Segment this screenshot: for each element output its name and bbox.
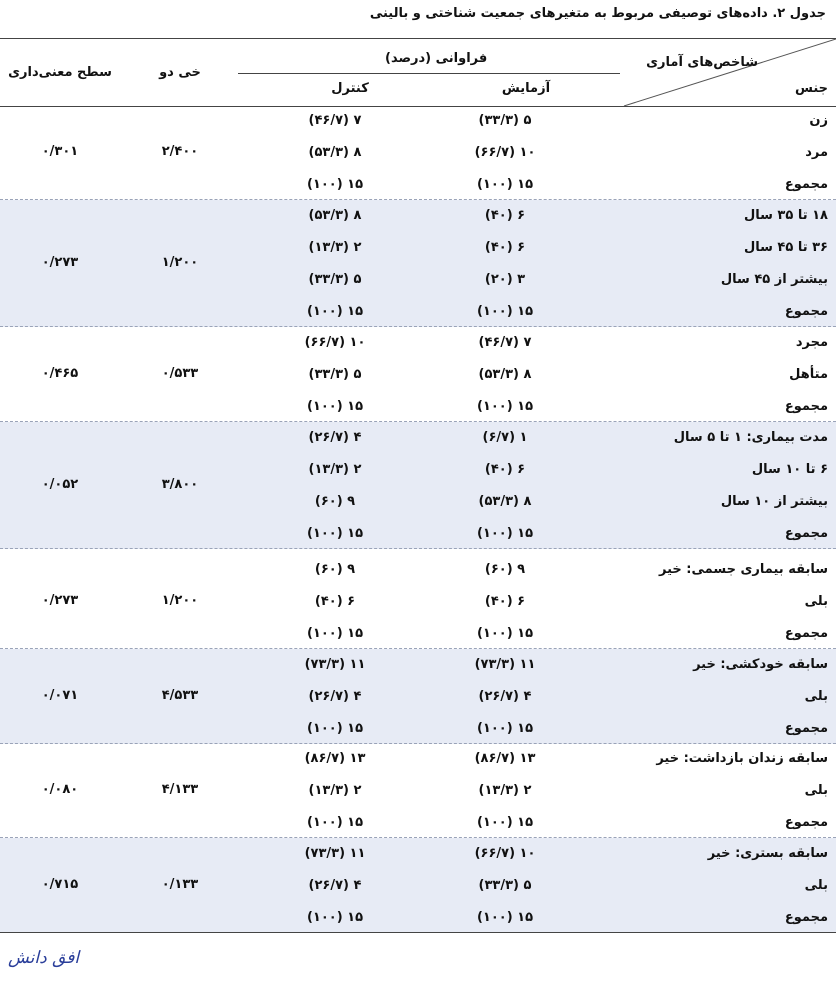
- experimental-value: ۱۵ (۱۰۰): [476, 526, 534, 541]
- table-row: [0, 518, 836, 550]
- row-label: مجموع: [784, 815, 828, 830]
- control-value: ۴ (۲۶/۷): [308, 430, 362, 445]
- experimental-value: ۳ (۲۰): [484, 272, 526, 287]
- control-value: ۱۵ (۱۰۰): [306, 626, 364, 641]
- experimental-value: ۸ (۵۳/۳): [478, 494, 532, 509]
- control-value: ۴ (۲۶/۷): [308, 689, 362, 704]
- control-value: ۹ (۶۰): [314, 494, 356, 509]
- row-label: بلی: [804, 783, 828, 798]
- significance-value: ۰/۰۷۱: [41, 688, 79, 703]
- experimental-value: ۸ (۵۳/۳): [478, 367, 532, 382]
- table-row: [0, 296, 836, 328]
- experimental-value: ۷ (۴۶/۷): [478, 335, 532, 350]
- table-group: [0, 838, 836, 933]
- row-label: مجموع: [784, 626, 828, 641]
- table-group: [0, 422, 836, 549]
- significance-header: سطح معنی‌داری: [8, 65, 112, 80]
- experimental-value: ۴ (۲۶/۷): [478, 689, 532, 704]
- control-value: ۱۵ (۱۰۰): [306, 721, 364, 736]
- experimental-value: ۱۰ (۶۶/۷): [474, 145, 536, 160]
- significance-value: ۰/۲۷۳: [41, 593, 79, 608]
- significance-value: ۰/۰۸۰: [41, 782, 79, 797]
- row-label: بیشتر از ۱۰ سال: [720, 494, 828, 509]
- control-value: ۱۱ (۷۳/۳): [304, 657, 366, 672]
- experimental-value: ۱۵ (۱۰۰): [476, 721, 534, 736]
- table-group: [0, 743, 836, 838]
- chi-square-value: ۱/۲۰۰: [161, 593, 199, 608]
- experimental-value: ۶ (۴۰): [484, 208, 526, 223]
- table-row: [0, 200, 836, 232]
- row-label: ۶ تا ۱۰ سال: [751, 462, 828, 477]
- table-row: [0, 105, 836, 137]
- control-value: ۱۰ (۶۶/۷): [304, 335, 366, 350]
- control-value: ۱۵ (۱۰۰): [306, 177, 364, 192]
- significance-value: ۰/۲۷۳: [41, 255, 79, 270]
- control-value: ۲ (۱۳/۳): [308, 462, 362, 477]
- row-label: مجموع: [784, 526, 828, 541]
- control-value: ۱۵ (۱۰۰): [306, 526, 364, 541]
- row-label: بلی: [804, 878, 828, 893]
- table-row: [0, 807, 836, 839]
- significance-value: ۰/۰۵۲: [41, 477, 79, 492]
- journal-watermark: افق دانش: [8, 948, 80, 968]
- control-value: ۴ (۲۶/۷): [308, 878, 362, 893]
- experimental-value: ۱۰ (۶۶/۷): [474, 846, 536, 861]
- row-label: بیشتر از ۴۵ سال: [720, 272, 828, 287]
- experimental-value: ۱۵ (۱۰۰): [476, 815, 534, 830]
- experimental-header: آزمایش: [501, 81, 551, 96]
- experimental-value: ۱۵ (۱۰۰): [476, 399, 534, 414]
- table-header: [0, 38, 836, 107]
- row-label: متأهل: [789, 367, 828, 382]
- experimental-value: ۱۵ (۱۰۰): [476, 910, 534, 925]
- row-label: مجموع: [784, 910, 828, 925]
- stat-index-header: شاخص‌های آماری: [646, 55, 758, 70]
- row-label: زن: [809, 113, 828, 128]
- chi-square-header: خی دو: [159, 65, 201, 80]
- table-row: [0, 422, 836, 454]
- control-value: ۲ (۱۳/۳): [308, 783, 362, 798]
- control-value: ۱۵ (۱۰۰): [306, 399, 364, 414]
- table-row: [0, 902, 836, 934]
- experimental-value: ۶ (۴۰): [484, 462, 526, 477]
- experimental-value: ۲ (۱۳/۳): [478, 783, 532, 798]
- experimental-value: ۹ (۶۰): [484, 562, 526, 577]
- table-row: [0, 554, 836, 586]
- table-row: [0, 838, 836, 870]
- row-label: سابقه خودکشی: خیر: [693, 657, 828, 672]
- control-value: ۱۵ (۱۰۰): [306, 304, 364, 319]
- row-label: مرد: [805, 145, 828, 160]
- chi-square-value: ۱/۲۰۰: [161, 255, 199, 270]
- table-group: [0, 554, 836, 649]
- table-row: [0, 391, 836, 423]
- table-group: [0, 105, 836, 200]
- chi-square-value: ۴/۵۳۳: [161, 688, 199, 703]
- control-value: ۱۵ (۱۰۰): [306, 815, 364, 830]
- control-value: ۹ (۶۰): [314, 562, 356, 577]
- experimental-value: ۶ (۴۰): [484, 240, 526, 255]
- experimental-value: ۵ (۳۳/۳): [478, 878, 532, 893]
- frequency-underline: [238, 73, 620, 74]
- table-row: [0, 327, 836, 359]
- table-group: [0, 649, 836, 744]
- row-label: ۳۶ تا ۴۵ سال: [743, 240, 828, 255]
- row-label: سابقه بیماری جسمی: خیر: [659, 562, 828, 577]
- experimental-value: ۱۵ (۱۰۰): [476, 177, 534, 192]
- row-label: مجموع: [784, 304, 828, 319]
- table-row: [0, 618, 836, 650]
- chi-square-value: ۰/۵۳۳: [161, 366, 199, 381]
- frequency-header: فراوانی (درصد): [385, 51, 488, 66]
- row-label: مجموع: [784, 721, 828, 736]
- table-caption: جدول ۲. داده‌های توصیفی مربوط به متغیرهای جمعیت شناختی و بالینی: [369, 6, 826, 21]
- chi-square-value: ۰/۱۳۳: [161, 877, 199, 892]
- control-header: کنترل: [331, 81, 369, 96]
- table-row: [0, 169, 836, 201]
- control-value: ۶ (۴۰): [314, 594, 356, 609]
- chi-square-value: ۴/۱۳۳: [161, 782, 199, 797]
- significance-value: ۰/۴۶۵: [41, 366, 79, 381]
- control-value: ۱۱ (۷۳/۳): [304, 846, 366, 861]
- control-value: ۸ (۵۳/۳): [308, 145, 362, 160]
- row-label: سابقه بستری: خیر: [707, 846, 828, 861]
- experimental-value: ۱۳ (۸۶/۷): [474, 751, 536, 766]
- table-group: [0, 327, 836, 422]
- control-value: ۵ (۳۳/۳): [308, 367, 362, 382]
- chi-square-value: ۳/۸۰۰: [161, 477, 199, 492]
- experimental-value: ۶ (۴۰): [484, 594, 526, 609]
- significance-value: ۰/۳۰۱: [41, 144, 79, 159]
- control-value: ۵ (۳۳/۳): [308, 272, 362, 287]
- experimental-value: ۱۵ (۱۰۰): [476, 304, 534, 319]
- chi-square-value: ۲/۴۰۰: [161, 144, 199, 159]
- row-label: مجموع: [784, 399, 828, 414]
- table-row: [0, 713, 836, 745]
- experimental-value: ۱۱ (۷۳/۳): [474, 657, 536, 672]
- experimental-value: ۱ (۶/۷): [482, 430, 528, 445]
- row-label: مجرد: [795, 335, 828, 350]
- control-value: ۱۵ (۱۰۰): [306, 910, 364, 925]
- row-label: سابقه زندان بازداشت: خیر: [656, 751, 828, 766]
- control-value: ۷ (۴۶/۷): [308, 113, 362, 128]
- experimental-value: ۱۵ (۱۰۰): [476, 626, 534, 641]
- control-value: ۲ (۱۳/۳): [308, 240, 362, 255]
- gender-header: جنس: [794, 81, 828, 96]
- control-value: ۸ (۵۳/۳): [308, 208, 362, 223]
- row-label: بلی: [804, 594, 828, 609]
- experimental-value: ۵ (۳۳/۳): [478, 113, 532, 128]
- table-row: [0, 649, 836, 681]
- control-value: ۱۳ (۸۶/۷): [304, 751, 366, 766]
- row-label: مجموع: [784, 177, 828, 192]
- significance-value: ۰/۷۱۵: [41, 877, 79, 892]
- row-label: بلی: [804, 689, 828, 704]
- table-row: [0, 743, 836, 775]
- row-label: ۱۸ تا ۳۵ سال: [743, 208, 828, 223]
- row-label: مدت بیماری: ۱ تا ۵ سال: [673, 430, 828, 445]
- table-group: [0, 200, 836, 327]
